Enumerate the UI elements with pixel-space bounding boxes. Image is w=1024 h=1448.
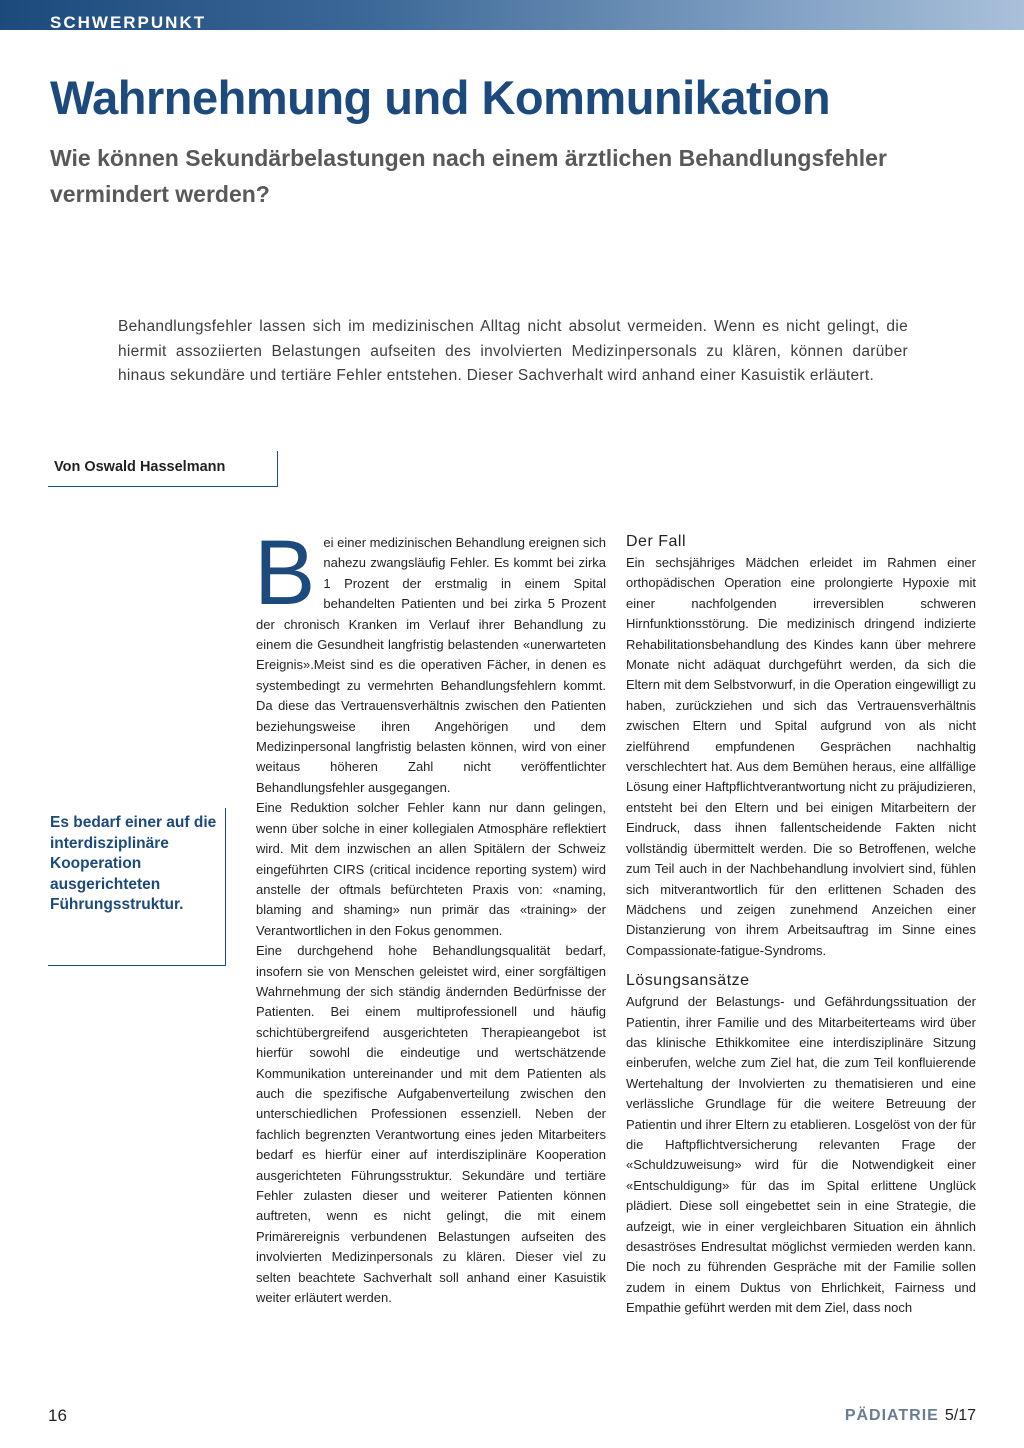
body-paragraph: Ein sechsjähriges Mädchen erleidet im Rahmen einer orthopädischen Operation eine prolongierte Hypoxie mit einer nachfolgenden irreversiblen schweren Hirnfunktionsstörung. Die medizinisch dringend indizierte Rehabilitationsbehandlung des Kindes kann über mehrere Monate nicht adäquat durchgeführt werden, da sich die Eltern mit dem Selbstvorwurf, in die Operation eingewilligt zu haben, zurückziehen und sich das Vertrauensverhältnis zwischen Eltern und Spital aufgrund von als nicht zielführend empfundenen Gesprächen nachhaltig verschlechtert hat. Aus dem Bemühen heraus, eine allfällige Lösung einer Haftpflichtverantwortung nicht zu präjudizieren, entsteht bei den Eltern und bei einigen Mitarbeitern der Eindruck, dass ihnen fallentscheidende Fakten nicht vollständig übermittelt werden. Die so Betroffenen, welche zum Teil auch in der Nachbehandlung involviert sind, fühlen sich mitverantwortlich für den erlittenen Schaden des Mädchens und zeigen zunehmend Anzeichen einer Distanzierung von ihrem Arbeitsauftrag im Sinne eines Compassionate-fatigue-Syndroms. bbox=[626, 555, 976, 958]
author-box bbox=[48, 451, 278, 487]
page-number: 16 bbox=[48, 1406, 67, 1425]
article-subtitle: Wie können Sekundärbelastungen nach einem ärztlichen Behandlungsfehler vermindert werden? bbox=[50, 145, 887, 207]
drop-cap: B bbox=[254, 522, 316, 624]
body-column-middle bbox=[254, 522, 606, 1308]
article-lead: Behandlungsfehler lassen sich im medizinischen Alltag nicht absolut vermeiden. Wenn es nicht gelingt, die hiermit assoziierten Belastungen aufseiten des involvierten Medizinpersonals zu klären, können darüber hinaus sekundäre und tertiäre Fehler entstehen. Dieser Sachverhalt wird anhand einer Kasuistik erläutert. bbox=[118, 318, 908, 384]
section-heading-solutions: Lösungsansätze bbox=[626, 972, 750, 990]
section-label: SCHWERPUNKT bbox=[50, 13, 207, 32]
body-paragraph: Aufgrund der Belastungs- und Gefährdungssituation der Patientin, ihrer Familie und des Mitarbeiterteams wird über das klinische Ethikkomitee eine interdisziplinäre Sitzung einberufen, welche zum Ziel hat, die zum Teil konfluierende Wertehaltung der Involvierten zu thematisieren und eine verlässliche Grundlage für die weitere Betreuung der Patientin und ihrer Eltern zu etablieren. Losgelöst von der für die Haftpflichtversicherung relevanten Frage der «Schuldzuweisung» wird für die Notwendigkeit einer «Entschuldigung» für das im Spital erlittene Unglück plädiert. Diese soll eingebettet sein in eine Strategie, die aufzeigt, wie in einer vergleichbaren Situation ein ähnlich desaströses Endresultat möglichst vermieden werden kann. Die noch zu führenden Gespräche mit der Familie sollen zudem in einem Duktus von Ehrlichkeit, Fairness und Empathie geführt werden mit dem Ziel, dass noch bbox=[626, 994, 976, 1316]
pull-quote bbox=[48, 808, 226, 966]
issue-number: 5/17 bbox=[944, 1407, 976, 1424]
body-column-right bbox=[626, 531, 976, 1319]
section-header-bar bbox=[0, 0, 1024, 30]
body-paragraph: Eine Reduktion solcher Fehler kann nur dann gelingen, wenn über solche in einer kollegialen Atmosphäre reflektiert wird. Mit dem inzwischen an allen Spitälern der Schweiz eingeführten CIRS (critical incidence reporting system) wird anstelle der oftmals befürchteten Praxis von: «naming, blaming and shaming» nun primär das «training» der Verantwortlichen in den Fokus genommen. bbox=[256, 800, 606, 938]
section-heading-case: Der Fall bbox=[626, 533, 687, 550]
journal-footer bbox=[845, 1406, 976, 1426]
body-paragraph: ei einer medizinischen Behandlung ereignen sich nahezu zwangsläufig Fehler. Es kommt bei zirka 1 Prozent der erstmalig in einem Spital behandelten Patienten und bei zirka 5 Prozent der chronisch Kranken im Verlauf ihrer Behandlung zu einem die Gesundheit langfristig belastenden «unerwarteten Ereignis».Meist sind es die operativen Fächer, in denen es systembedingt zu vermehrten Behandlungsfehlern kommt. Da diese das Vertrauensverhältnis zwischen den Patienten beziehungsweise ihren Angehörigen und dem Medizinpersonal langfristig belasten können, wird von einer weitaus höheren Zahl nicht veröffentlichter Behandlungsfehler ausgegangen. bbox=[256, 535, 606, 795]
pull-quote-text: Es bedarf einer auf die interdisziplinäre Kooperation ausgerichteten Führungsstruktur. bbox=[50, 814, 217, 913]
author-name: Von Oswald Hasselmann bbox=[54, 459, 226, 475]
body-paragraph: Eine durchgehend hohe Behandlungsqualität bedarf, insofern sie von Menschen geleistet wird, einer sorgfältigen Wahrnehmung der sich ständig ändernden Bedürfnisse der Patienten. Bei einem multiprofessionell und häufig schichtübergreifend ausgerichteten Therapieangebot ist hierfür sowohl die eindeutige und wertschätzende Kommunikation untereinander und mit dem Patienten als auch die spezifische Aufgabenverteilung zwischen den unterschiedlichen Professionen essenziell. Neben der fachlich begrenzten Verantwortung eines jeden Mitarbeiters bedarf es hierfür einer auf interdisziplinäre Kooperation ausgerichteten Führungsstruktur. Sekundäre und tertiäre Fehler zulasten dieser und weiterer Patienten können auftreten, wenn es nicht gelingt, die mit einem Primärereignis verbundenen Belastungen aufseiten des involvierten Medizinpersonals zu klären. Dieser viel zu selten beachtete Sachverhalt soll anhand einer Kasuistik weiter erläutert werden. bbox=[256, 943, 606, 1306]
journal-name: PÄDIATRIE bbox=[844, 1407, 939, 1424]
article-title: Wahrnehmung und Kommunikation bbox=[50, 71, 831, 124]
